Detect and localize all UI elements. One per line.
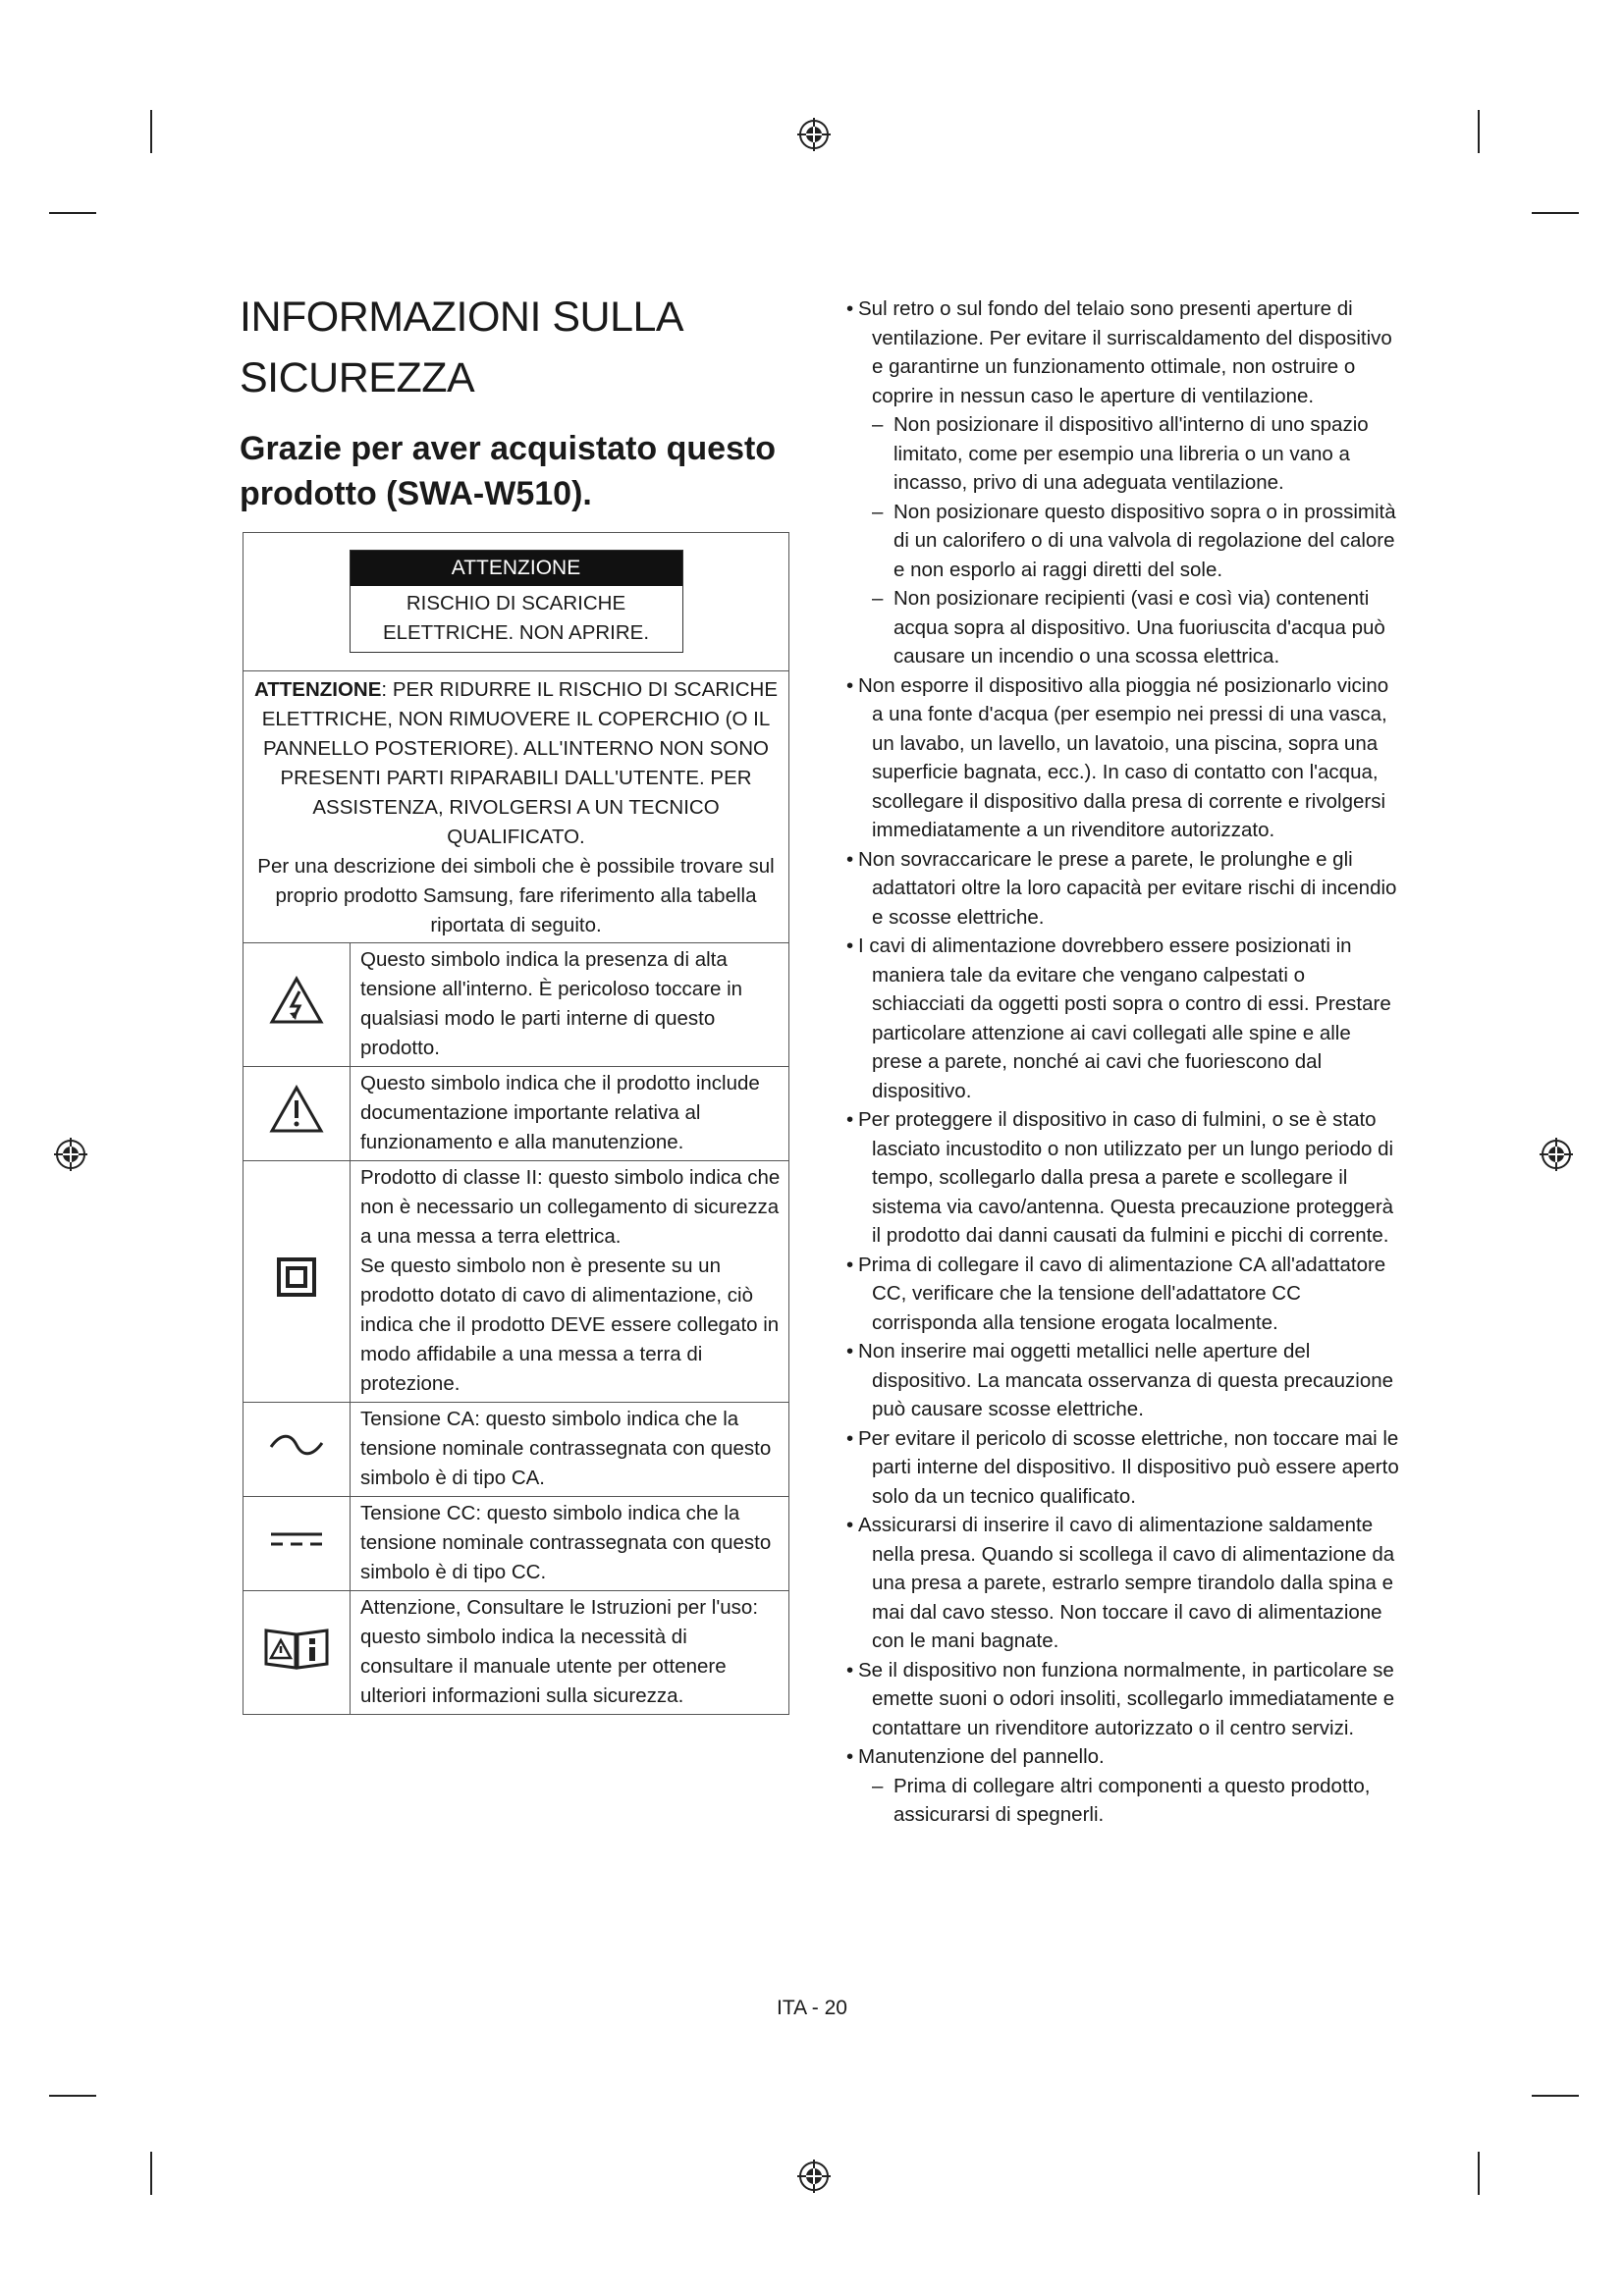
symbol-description: Attenzione, Consultare le Istruzioni per l'uso: questo simbolo indica la necessità di consultare il manuale utente per ottenere ulteriori informazioni sulla sicurezza. xyxy=(351,1591,789,1715)
crop-mark-bottom-right-horizontal xyxy=(1532,2095,1579,2097)
symbol-row xyxy=(244,1591,789,1715)
class-ii-double-square-icon xyxy=(277,1257,316,1297)
warning-box-cell xyxy=(244,533,789,671)
crop-mark-bottom-right-vertical xyxy=(1478,2152,1480,2195)
caution-note: Per una descrizione dei simboli che è possibile trovare sul proprio prodotto Samsung, fare riferimento alla tabella riportata di seguito. xyxy=(257,855,775,936)
symbol-description: Prodotto di classe II: questo simbolo indica che non è necessario un collegamento di sicurezza a una messa a terra elettrica. xyxy=(360,1166,781,1248)
sub-list-item: – Prima di collegare altri componenti a questo prodotto, assicurarsi di spegnerli. xyxy=(848,1772,1399,1830)
page-number: ITA - 20 xyxy=(777,1997,847,2019)
symbol-row xyxy=(244,1067,789,1161)
symbol-row xyxy=(244,943,789,1067)
safety-instructions-list xyxy=(835,294,1399,1830)
list-item: • I cavi di alimentazione dovrebbero essere posizionati in maniera tale da evitare che vengano calpestati o schiacciati da oggetti posti sopra o contro di essi. Prestare particolare attenzione ai cavi collegati alle spine e alle prese a parete, nonché ai cavi che fuoriescono dal dispositivo. xyxy=(848,932,1399,1105)
high-voltage-warning-icon xyxy=(269,976,324,1025)
list-item: • Manutenzione del pannello. xyxy=(848,1742,1399,1772)
dash-marker: – xyxy=(872,587,884,610)
warning-row xyxy=(244,533,789,671)
caution-cell xyxy=(244,671,789,943)
dash-marker: – xyxy=(872,1774,884,1797)
list-item: • Per proteggere il dispositivo in caso di fulmini, o se è stato lasciato incustodito o non utilizzato per un lungo periodo di tempo, scollegarlo dalla presa a parete e scollegare il sistema via cavo/antenna. Questa precauzione proteggerà il prodotto dai danni causati da fulmini e picchi di corrente. xyxy=(848,1105,1399,1251)
list-item: • Non esporre il dispositivo alla pioggia né posizionarlo vicino a una fonte d'acqua (per esempio nei pressi di una vasca, un lavabo, un lavello, un lavatoio, una piscina, sopra una superficie bagnata, ecc.). In caso di contatto con l'acqua, scollegare il dispositivo dalla presa di corrente e rivolgersi immediatamente a un rivenditore autorizzato. xyxy=(848,671,1399,845)
list-item: • Non sovraccaricare le prese a parete, le prolunghe e gli adattatori oltre la loro capacità per evitare rischi di incendio e scosse elettriche. xyxy=(848,845,1399,933)
crop-mark-top-left-vertical xyxy=(150,110,152,153)
list-item: • Non inserire mai oggetti metallici nelle aperture del dispositivo. La mancata osservanza di questa precauzione può causare scosse elettriche. xyxy=(848,1337,1399,1424)
crop-mark-top-right-horizontal xyxy=(1532,212,1579,214)
symbol-row xyxy=(244,1161,789,1403)
list-item: • Per evitare il pericolo di scosse elettriche, non toccare mai le parti interne del dispositivo. Il dispositivo può essere aperto solo da un tecnico qualificato. xyxy=(848,1424,1399,1512)
page-subtitle: Grazie per aver acquistato questo prodotto (SWA-W510). xyxy=(240,430,777,512)
caution-statement xyxy=(253,675,779,852)
dash-marker: – xyxy=(872,500,884,523)
list-item: • Se il dispositivo non funziona normalmente, in particolare se emette suoni o odori insoliti, scollegarlo immediatamente e contattare un rivenditore autorizzato o il centro servizi. xyxy=(848,1656,1399,1743)
warning-box-body: RISCHIO DI SCARICHE ELETTRICHE. NON APRIRE. xyxy=(382,592,650,644)
warning-box xyxy=(350,550,683,653)
exclamation-warning-icon xyxy=(269,1085,324,1134)
crop-mark-top-right-vertical xyxy=(1478,110,1480,153)
crop-mark-bottom-left-vertical xyxy=(150,2152,152,2195)
sub-list-item: – Non posizionare questo dispositivo sopra o in prossimità di un calorifero o di una valvola di regolazione del calore e non esporlo ai raggi diretti del sole. xyxy=(848,498,1399,585)
warning-box-header: ATTENZIONE xyxy=(351,551,682,586)
ac-voltage-icon xyxy=(267,1433,326,1457)
registration-mark-icon xyxy=(52,1136,89,1173)
symbol-row xyxy=(244,1403,789,1497)
symbol-row xyxy=(244,1497,789,1591)
symbol-description-continued: Se questo simbolo non è presente su un prodotto dotato di cavo di alimentazione, ciò indica che il prodotto DEVE essere collegato in modo affidabile a una messa a terra di protezione. xyxy=(360,1255,780,1395)
dash-marker: – xyxy=(872,413,884,436)
caution-row xyxy=(244,671,789,943)
crop-mark-top-left-horizontal xyxy=(49,212,96,214)
list-item: • Sul retro o sul fondo del telaio sono presenti aperture di ventilazione. Per evitare il surriscaldamento del dispositivo e garantirne un funzionamento ottimale, non ostruire o coprire in nessun caso le aperture di ventilazione. xyxy=(848,294,1399,410)
symbol-description: Tensione CC: questo simbolo indica che la tensione nominale contrassegnata con questo simbolo è di tipo CC. xyxy=(351,1497,789,1591)
sub-list-item: – Non posizionare il dispositivo all'interno di uno spazio limitato, come per esempio una libreria o un vano a incasso, privo di una adeguata ventilazione. xyxy=(848,410,1399,498)
list-item: • Assicurarsi di inserire il cavo di alimentazione saldamente nella presa. Quando si scollega il cavo di alimentazione da una presa a parete, estrarlo sempre tirandolo dalla spina e mai dal cavo stesso. Non toccare il cavo di alimentazione con le mani bagnate. xyxy=(848,1511,1399,1656)
symbol-description: Tensione CA: questo simbolo indica che la tensione nominale contrassegnata con questo simbolo è di tipo CA. xyxy=(351,1403,789,1497)
caution-text: : PER RIDURRE IL RISCHIO DI SCARICHE ELETTRICHE, NON RIMUOVERE IL COPERCHIO (O IL PANNELLO POSTERIORE). ALL'INTERNO NON SONO PRESENTI PARTI RIPARABILI DALL'UTENTE. PER ASSISTENZA, RIVOLGERSI A UN TECNICO QUALIFICATO. xyxy=(261,678,779,848)
symbol-description: Questo simbolo indica che il prodotto include documentazione importante relativa al funzionamento e alla manutenzione. xyxy=(351,1067,789,1161)
safety-symbols-table xyxy=(243,532,789,1715)
registration-mark-icon xyxy=(795,2158,833,2195)
registration-mark-icon xyxy=(1538,1136,1575,1173)
list-item: • Prima di collegare il cavo di alimentazione CA all'adattatore CC, verificare che la tensione dell'adattatore CC corrisponda alla tensione erogata localmente. xyxy=(848,1251,1399,1338)
consult-manual-icon xyxy=(262,1625,331,1672)
page-title: INFORMAZIONI SULLA SICUREZZA xyxy=(240,294,681,401)
registration-mark-icon xyxy=(795,116,833,153)
sub-list-item: – Non posizionare recipienti (vasi e così via) contenenti acqua sopra al dispositivo. Una fuoriuscita d'acqua può causare un incendio o una scossa elettrica. xyxy=(848,584,1399,671)
crop-mark-bottom-left-horizontal xyxy=(49,2095,96,2097)
symbol-description: Questo simbolo indica la presenza di alta tensione all'interno. È pericoloso toccare in qualsiasi modo le parti interne di questo prodotto. xyxy=(351,943,789,1067)
caution-label: ATTENZIONE xyxy=(253,678,382,701)
dc-voltage-icon xyxy=(267,1527,326,1551)
